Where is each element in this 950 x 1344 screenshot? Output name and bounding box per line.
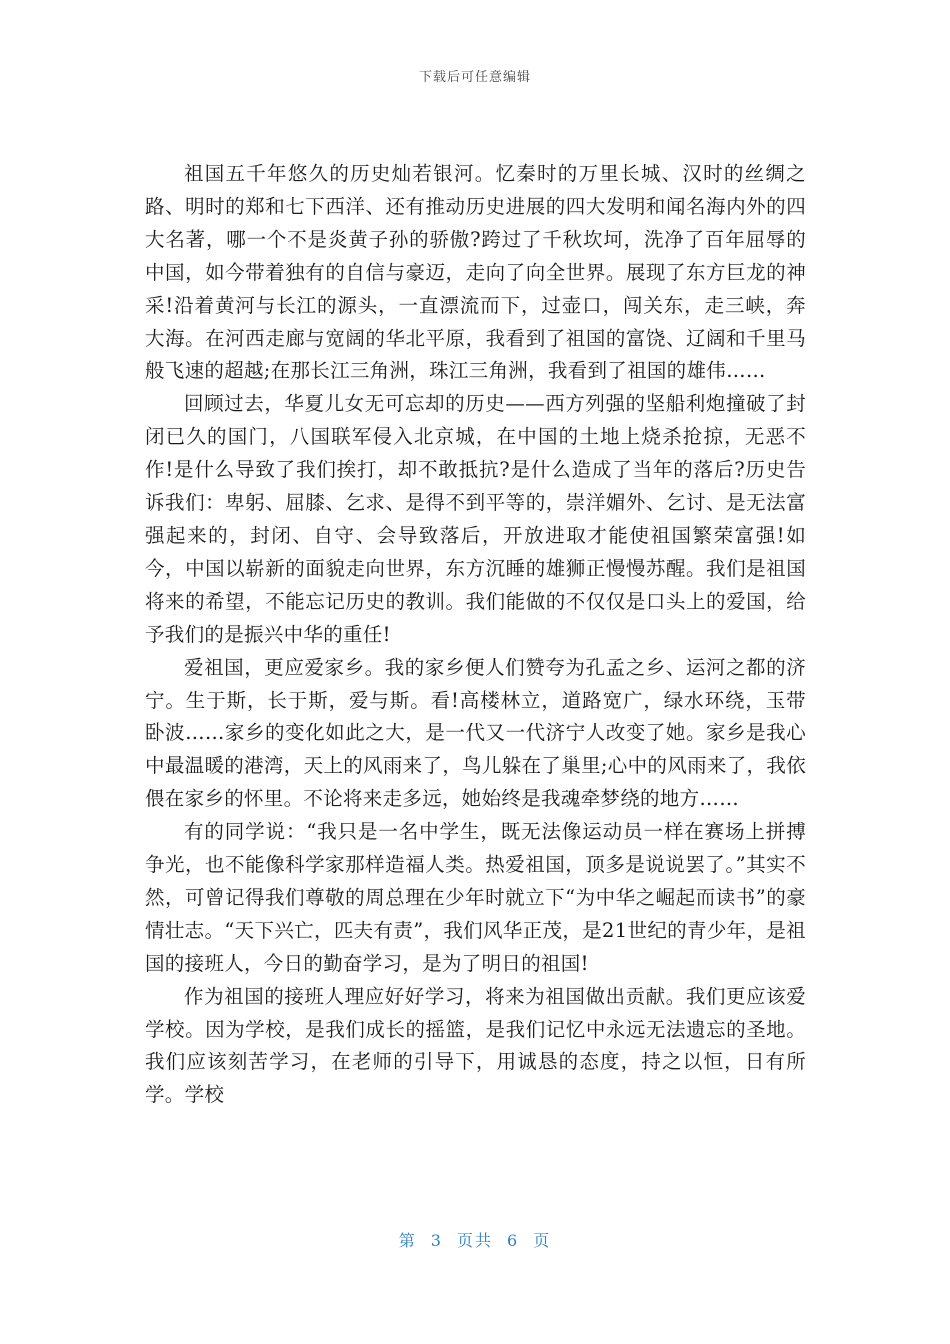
paragraph-3: 爱祖国，更应爱家乡。我的家乡便人们赞夸为孔孟之乡、运河之都的济宁。生于斯，长于斯，爱与斯。看!高楼林立，道路宽广，绿水环绕，玉带卧波……家乡的变化如此之大，是一代又一代济宁人改变了她。家乡是我心中最温暖的港湾，天上的风雨来了，鸟儿躲在了巢里;心中的风雨来了，我依偎在家乡的怀里。不论将来走多远，她始终是我魂牵梦绕的地方…… (145, 655, 806, 811)
document-body (145, 158, 806, 1112)
footer-middle: 页共 (456, 1231, 493, 1250)
paragraph-1: 祖国五千年悠久的历史灿若银河。忆秦时的万里长城、汉时的丝绸之路、明时的郑和七下西洋、还有推动历史进展的四大发明和闻名海内外的四大名著，哪一个不是炎黄子孙的骄傲?跨过了千秋坎坷，洗净了百年屈辱的中国，如今带着独有的自信与豪迈，走向了向全世界。展现了东方巨龙的神采!沿着黄河与长江的源头，一直漂流而下，过壶口，闯关东，走三峡，奔大海。在河西走廊与宽阔的华北平原，我看到了祖国的富饶、辽阔和千里马般飞速的超越;在那长江三角洲，珠江三角洲，我看到了祖国的雄伟…… (145, 162, 806, 383)
footer-suffix: 页 (533, 1231, 552, 1250)
paragraph-2: 回顾过去，华夏儿女无可忘却的历史——西方列强的坚船利炮撞破了封闭已久的国门，八国联军侵入北京城，在中国的土地上烧杀抢掠，无恶不作!是什么导致了我们挨打，却不敢抵抗?是什么造成了当年的落后?历史告诉我们：卑躬、屈膝、乞求、是得不到平等的，崇洋媚外、乞讨、是无法富强起来的，封闭、自守、会导致落后，开放进取才能使祖国繁荣富强!如今，中国以崭新的面貌走向世界，东方沉睡的雄狮正慢慢苏醒。我们是祖国将来的希望，不能忘记历史的教训。我们能做的不仅仅是口头上的爱国，给予我们的是振兴中华的重任! (145, 392, 806, 646)
paragraph-5: 作为祖国的接班人理应好好学习，将来为祖国做出贡献。我们更应该爱学校。因为学校，是我们成长的摇篮，是我们记忆中永远无法遗忘的圣地。我们应该刻苦学习，在老师的引导下，用诚恳的态度，持之以恒，日有所学。学校 (145, 984, 806, 1107)
page-header: 下载后可任意编辑 (418, 70, 531, 85)
total-pages-number: 6 (507, 1231, 520, 1250)
page-footer (0, 1228, 950, 1251)
footer-prefix: 第 (398, 1231, 417, 1250)
current-page-number: 3 (430, 1231, 443, 1250)
paragraph-4: 有的同学说：“我只是一名中学生，既无法像运动员一样在赛场上拼搏争光，也不能像科学家那样造福人类。热爱祖国，顶多是说说罢了。”其实不然，可曾记得我们尊敬的周总理在少年时就立下“为中华之崛起而读书”的豪情壮志。“天下兴亡，匹夫有责”，我们风华正茂，是21世纪的青少年，是祖国的接班人，今日的勤奋学习，是为了明日的祖国! (145, 820, 806, 975)
